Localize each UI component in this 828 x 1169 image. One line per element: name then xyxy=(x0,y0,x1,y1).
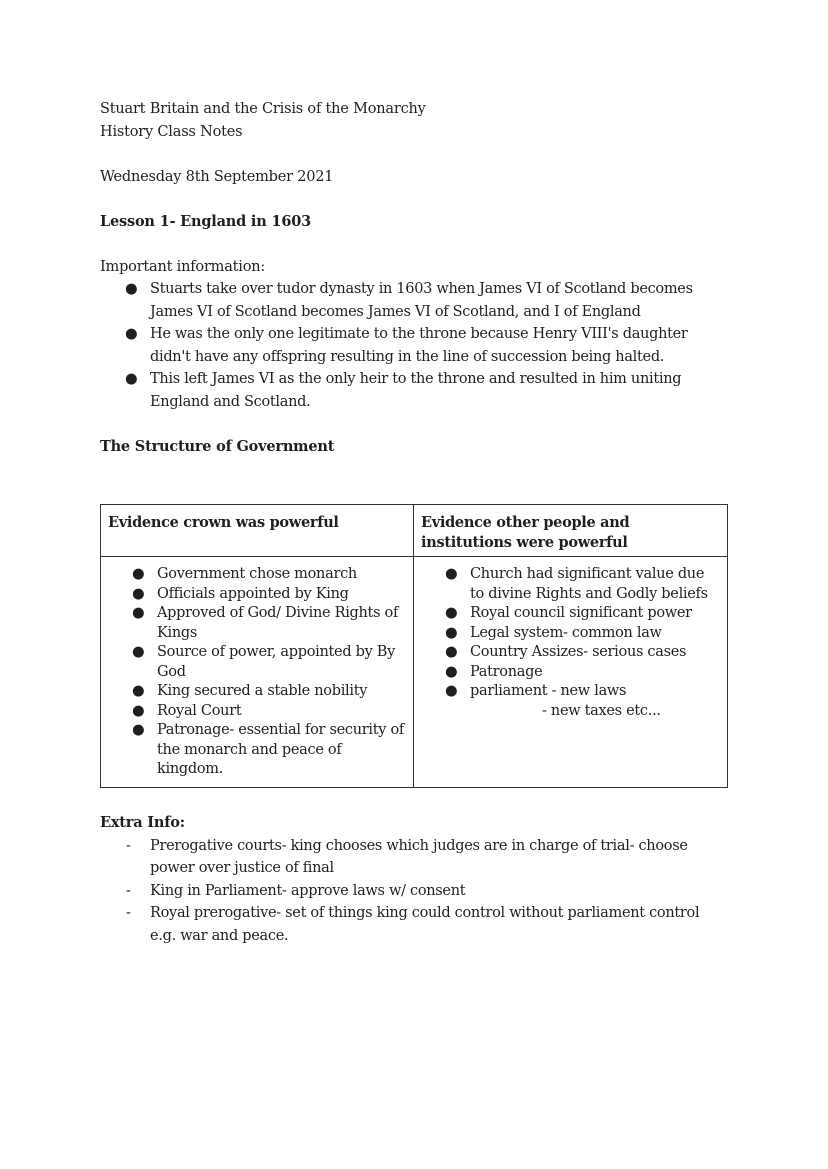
dash-icon: - xyxy=(126,837,131,854)
bullet-icon: ● xyxy=(125,326,138,342)
bullet-icon: ● xyxy=(125,371,138,387)
others-evidence-list xyxy=(414,565,721,721)
bullet-icon: ● xyxy=(132,585,145,602)
bullet-icon: ● xyxy=(445,566,458,582)
bullet-icon: ● xyxy=(132,605,145,621)
crown-evidence-list xyxy=(101,565,407,780)
list-item: - Prerogative courts- king chooses which judges are in charge of trial- choose power over justice of final xyxy=(100,835,740,880)
table-header-row xyxy=(101,505,728,557)
list-item-continuation: - new taxes etc... xyxy=(542,702,661,719)
table-header-crown: Evidence crown was powerful xyxy=(101,505,414,557)
government-evidence-table xyxy=(100,504,728,788)
document-date: Wednesday 8th September 2021 xyxy=(100,168,334,185)
list-item: - King in Parliament- approve laws w/ consent xyxy=(100,880,740,903)
list-item: ● This left James VI as the only heir to the throne and resulted in him uniting England and Scotland. xyxy=(100,368,730,413)
bullet-icon: ● xyxy=(445,605,458,621)
document-title: Stuart Britain and the Crisis of the Monarchy xyxy=(100,101,426,117)
list-item: ● Royal Court xyxy=(101,702,407,722)
structure-heading: The Structure of Government xyxy=(100,437,335,455)
list-item: ● Legal system- common law xyxy=(414,624,721,644)
dash-icon: - xyxy=(126,905,131,921)
list-item: ● He was the only one legitimate to the throne because Henry VIII's daughter didn't have any offspring resulting in the line of succession being halted. xyxy=(100,323,730,368)
table-cell-others xyxy=(414,557,728,788)
list-item: ● Source of power, appointed by By God xyxy=(132,644,396,680)
list-item: ● Church had significant value due to divine Rights and Godly beliefs xyxy=(445,566,708,602)
extra-info-label: Extra Info: xyxy=(100,814,185,831)
important-list xyxy=(100,278,730,413)
bullet-icon: ● xyxy=(445,624,458,641)
list-item: ● Approved of God/ Divine Rights of Kings xyxy=(132,605,399,641)
list-item: ● Patronage- essential for security of the monarch and peace of kingdom. xyxy=(132,722,404,777)
document-page xyxy=(100,98,730,458)
list-item: ● Stuarts take over tudor dynasty in 1603 when James VI of Scotland becomes James VI of Scotland becomes James VI of Scotland, and I of England xyxy=(100,278,730,323)
bullet-icon: ● xyxy=(132,702,145,719)
extra-info-section xyxy=(100,812,740,947)
important-section xyxy=(100,256,730,459)
bullet-icon: ● xyxy=(132,644,145,660)
bullet-icon: ● xyxy=(445,683,458,699)
table-header-others: Evidence other people and institutions were powerful xyxy=(414,505,728,557)
bullet-icon: ● xyxy=(132,722,145,738)
table-row xyxy=(101,557,728,788)
lesson-heading: Lesson 1- England in 1603 xyxy=(100,212,311,230)
important-label: Important information: xyxy=(100,258,266,275)
bullet-icon: ● xyxy=(445,663,458,680)
table-cell-crown xyxy=(101,557,414,788)
extra-info-list xyxy=(100,835,740,948)
list-item: ● Officials appointed by King xyxy=(101,585,407,605)
list-item: ● King secured a stable nobility xyxy=(101,682,407,702)
document-subtitle: History Class Notes xyxy=(100,123,243,140)
list-item: ● Government chose monarch xyxy=(101,565,407,585)
list-item: ● Country Assizes- serious cases xyxy=(414,643,721,663)
bullet-icon: ● xyxy=(132,566,145,582)
list-item: - Royal prerogative- set of things king could control without parliament control e.g. war and peace. xyxy=(100,902,740,947)
bullet-icon: ● xyxy=(132,683,145,699)
dash-icon: - xyxy=(126,882,131,899)
bullet-icon: ● xyxy=(125,281,138,297)
list-item: ● parliament - new laws xyxy=(414,682,721,702)
list-item: ● Patronage xyxy=(414,663,721,683)
document-header xyxy=(100,98,730,256)
bullet-icon: ● xyxy=(445,644,458,660)
list-item: ● Royal council significant power xyxy=(414,604,721,624)
